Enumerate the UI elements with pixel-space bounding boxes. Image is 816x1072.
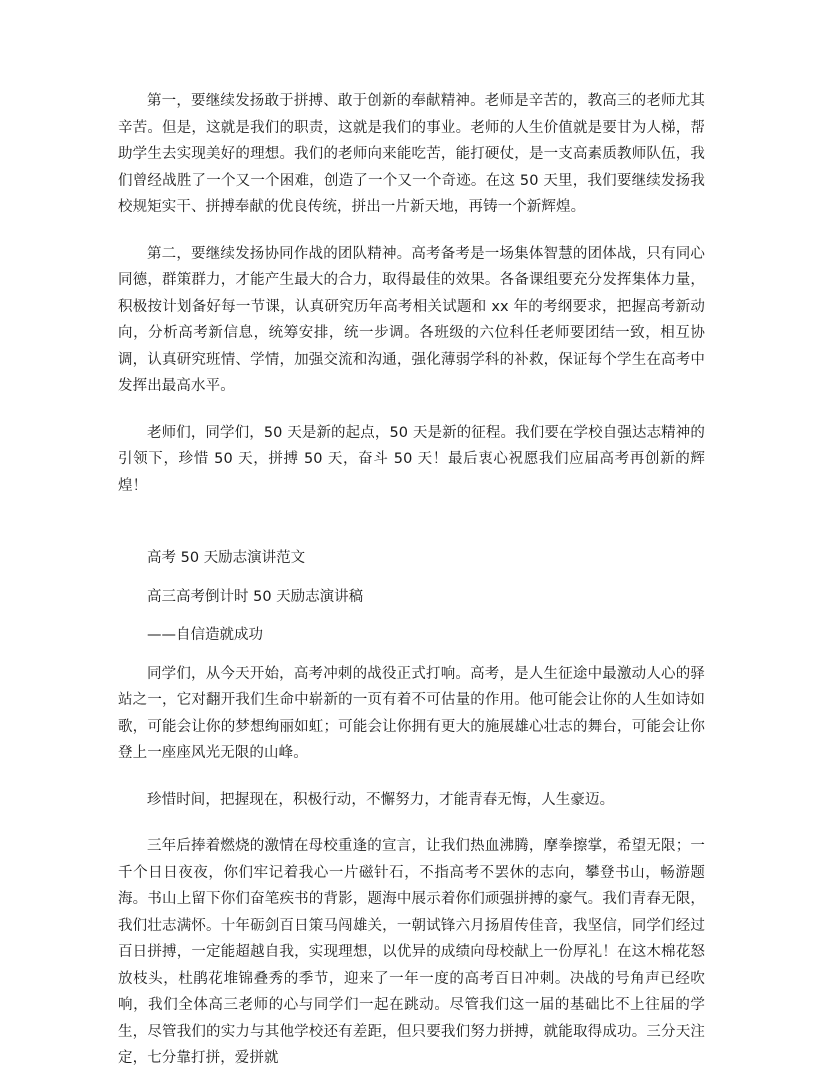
paragraph-first-point: 第一，要继续发扬敢于拼搏、敢于创新的奉献精神。老师是辛苦的，教高三的老师尤其辛苦。但是，这就是我们的职责，这就是我们的事业。老师的人生价值就是要甘为人梯，帮助学生去实现美好的理想。我们的老师向来能吃苦，能打硬仗，是一支高素质教师队伍，我们曾经战胜了一个又一个困难，创造了一个又一个奇迹。在这 50 天里，我们要继续发扬我校规矩实干、拼搏奉献的优良传统，拼出一片新天地，再铸一个新辉煌。 bbox=[118, 93, 705, 215]
heading-speech-title: 高考 50 天励志演讲范文 bbox=[147, 550, 306, 566]
paragraph-gap bbox=[118, 400, 705, 420]
paragraph-gap bbox=[118, 221, 705, 241]
heading-tagline: ——自信造就成功 bbox=[147, 627, 263, 643]
heading-gap bbox=[118, 572, 705, 584]
paragraph-intro: 同学们，从今天开始，高考冲刺的战役正式打响。高考，是人生征途中最激动人心的驿站之一，它对翻开我们生命中崭新的一页有着不可估量的作用。他可能会让你的人生如诗如歌，可能会让你的梦想绚丽如虹；可能会让你拥有更大的施展雄心壮志的舞台，可能会让你登上一座座风光无限的山峰。 bbox=[118, 665, 705, 761]
section-gap bbox=[118, 499, 705, 545]
paragraph-second-point: 第二，要继续发扬协同作战的团队精神。高考备考是一场集体智慧的团体战，只有同心同德，群策群力，才能产生最大的合力，取得最佳的效果。各备课组要充分发挥集体力量，积极按计划备好每一节课，认真研究历年高考相关试题和 xx 年的考纲要求，把握高考新动向，分析高考新信息，统筹安排，统一步调。各班级的六位科任老师要团结一致，相互协调，认真研究班情、学情，加强交流和沟通，强化薄弱学科的补救，保证每个学生在高考中发挥出最高水平。 bbox=[118, 245, 705, 394]
paragraph-three-years: 三年后捧着燃烧的激情在母校重逢的宣言，让我们热血沸腾，摩拳擦掌，希望无限；一千个日日夜夜，你们牢记着我心一片磁针石，不指高考不罢休的志向，攀登书山，畅游题海。书山上留下你们奋笔疾书的背影，题海中展示着你们顽强拼搏的豪气。我们青春无限，我们壮志满怀。十年砺剑百日策马闯雄关，一朝试锋六月扬眉传佳音，我坚信，同学们经过百日拼搏，一定能超越自我，实现理想，以优异的成绩向母校献上一份厚礼！在这木棉花怒放枝头，杜鹃花堆锦叠秀的季节，迎来了一年一度的高考百日冲刺。决战的号角声已经吹响，我们全体高三老师的心与同学们一起在跳动。尽管我们这一届的基础比不上往届的学生，尽管我们的实力与其他学校还有差距，但只要我们努力拼搏，就能取得成功。三分天注定，七分靠打拼，爱拼就 bbox=[118, 838, 705, 1066]
paragraph-closing: 老师们，同学们，50 天是新的起点，50 天是新的征程。我们要在学校自强达志精神的引领下，珍惜 50 天，拼搏 50 天，奋斗 50 天！最后衷心祝愿我们应届高考再创新的辉煌！ bbox=[118, 424, 705, 494]
heading-gap bbox=[118, 649, 705, 661]
paragraph-gap bbox=[118, 813, 705, 833]
heading-speech-subtitle: 高三高考倒计时 50 天励志演讲稿 bbox=[147, 588, 364, 605]
paragraph-cherish-time: 珍惜时间，把握现在，积极行动，不懈努力，才能青春无悔，人生豪迈。 bbox=[147, 791, 615, 808]
heading-gap bbox=[118, 610, 705, 622]
paragraph-gap bbox=[118, 767, 705, 787]
